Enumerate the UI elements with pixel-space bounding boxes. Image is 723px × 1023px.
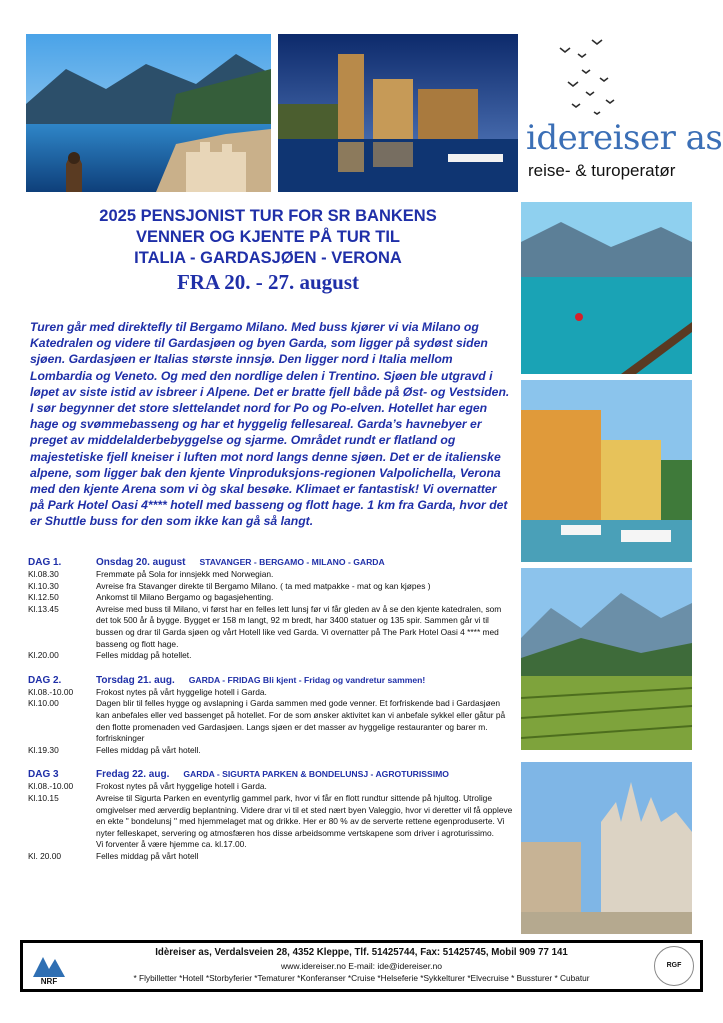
schedule-time: Kl.12.50 [28,592,59,603]
schedule-text: Ankomst til Milano Bergamo og bagasjehenting. [96,592,274,603]
schedule-time: Kl.08.30 [28,569,59,579]
schedule-row [28,650,513,662]
day-date: Torsdag 21. aug. [96,674,175,686]
rgf-badge: RGF [654,946,694,986]
footer-company: Idèreiser as, Verdalsveien 28, 4352 Kleppe, Tlf. 51425744, Fax: 51425745, Mobil 909 77 141 [155,947,568,958]
day-heading [28,674,513,687]
schedule-text: Frokost nytes på vårt hyggelige hotell i Garda. [96,686,267,697]
schedule-row [28,793,513,839]
day-heading [28,556,513,569]
itinerary [28,556,513,862]
schedule-row [28,569,513,581]
company-logo [520,30,723,190]
day-label: DAG 3 [28,769,59,781]
vineyard-photo [521,568,692,750]
schedule-text: Felles middag på vårt hotell. [96,744,201,755]
schedule-time: Kl.08.-10.00 [28,686,74,697]
schedule-time: Kl.08.-10.00 [28,781,74,792]
title-line-3: ITALIA - GARDASJØEN - VERONA [134,249,402,267]
day-label: DAG 2. [28,674,62,686]
schedule-time [28,839,96,851]
schedule-text: Vi forventer å være hjemme ca. kl.17.00. [96,839,247,850]
footer-box [20,940,703,992]
day-heading [28,768,513,781]
schedule-row [28,581,513,593]
day-date: Fredag 22. aug. [96,769,170,781]
schedule-row [28,604,513,650]
day-route: GARDA - FRIDAG Bli kjent - Fridag og vandretur sammen! [188,674,426,685]
day-route: GARDA - SIGURTA PARKEN & BONDELUNSJ - AGROTURISSIMO [183,769,449,780]
flying-birds-icon [520,30,720,120]
day-label: DAG 1. [28,557,62,568]
schedule-row [28,687,513,699]
day-date: Onsdag 20. august [96,557,186,568]
schedule-text: Frokost nytes på vårt hyggelige hotell i Garda. [96,781,267,792]
schedule-text: Avreise med buss til Milano, vi først har en felles lett lunsj før vi får gleden av å se den kjente katedralen, som det tok 500 år å bygge. Bygget er 158 m langt, 92 m bredt, har 3400 statuer og 135 spir. Sammen går vi til bussen og drar til Garda sjøen og vårt Hotell like ved Garda. Vi overnatter på The Park Hotel Oasi 4 **** med basseng og flott hage. [96,603,502,649]
footer-contact[interactable]: www.idereiser.no E-mail: ide@idereiser.no [280,961,443,971]
schedule-row [28,592,513,604]
schedule-text: Avreise fra Stavanger direkte til Bergamo Milano. ( ta med matpakke - mat og kan kjøpes ) [96,580,431,591]
schedule-text: Felles middag på vårt hotell [96,850,199,861]
schedule-row [28,698,513,744]
harbor-town-photo [521,380,692,562]
lake-pier-photo [521,202,692,374]
title-line-1: 2025 PENSJONIST TUR FOR SR BANKENS [99,207,437,225]
schedule-time: Kl.10.30 [28,580,59,591]
schedule-text: Felles middag på hotellet. [96,650,192,661]
schedule-row [28,839,513,851]
schedule-time: Kl.19.30 [28,744,59,755]
title-line-2: VENNER OG KJENTE PÅ TUR TIL [135,228,401,246]
schedule-text: Avreise til Sigurta Parken en eventyrlig gammel park, hvor vi får en flott rundtur sittende på hjultog. Utrolige omgivelser med ærverdig beplantning. Videre drar vi til et sted nært byen Valeggio, hvor vi deretter vil få oppleve en ekte " bondelunsj " med hjemmelaget mat og drikke. Her er 80 % av de serverte rettene egenproduserte. Vi nyter felleskapet, servering og atmosfæren hos disse arbeidsomme vertskapene som driver i agroturissimo. [96,792,513,838]
schedule-time: Kl.10.15 [28,792,59,803]
schedule-time: Kl. 20.00 [28,850,62,861]
milan-cathedral-photo [521,762,692,934]
trip-dates: FRA 20. - 27. august [176,270,360,294]
schedule-time: Kl.10.00 [28,698,59,709]
brand-name: idereiser as [526,118,723,158]
schedule-row [28,745,513,757]
schedule-time: Kl.20.00 [28,650,59,661]
day-route: STAVANGER - BERGAMO - MILANO - GARDA [199,557,385,567]
page-title [28,206,508,295]
lake-garda-town-photo [26,34,271,192]
nrf-badge-text: NRF [40,977,58,986]
schedule-row [28,781,513,793]
intro-paragraph: Turen går med direktefly til Bergamo Milano. Med buss kjører vi via Milano og Katedralen og videre til Gardasjøen og byen Garda, som ligger på sydøst siden sjøen. Gardasjøen er Italias største innsjø. Den ligger nord i Italia mellom Lombardia og Veneto. Og med den nordlige delen i Trentino. Sjøen ble utgravd i løpet av siste istid av isbreer i Alpene. Det er bratte fjell både på Øst- og Vestsiden. I sør begynner det store slettelandet nord for Po og Po-elven. Hotellet har egen hage og svømmebasseng og har et hyggelig fellesareal. Garda’s havnebyer er preget av middelalderbebyggelse og sjarme. Området rundt er flatland og majestetiske fjell kneiser i luften mot nord langs denne sjøen. Det er de italienske alpene, som ligger bak den kjente Vinproduksjons-regionen Valpolichella, Verona med den kjente Arena som vi òg skal besøke. Klimaet er fantastisk! Vi overnatter på Park Hotel Oasi 4**** hotell med basseng og flott hage. 1 km fra Garda, hvor det er Shuttle buss for den som ikke kan gå så langt. [30,320,510,529]
footer-services: * Flybilletter *Hotell *Storbyferier *Tematurer *Konferanser *Cruise *Helseferie *Sykkelturer *Elvecruise * Bussturer * Cubatur [133,973,590,983]
schedule-text: Dagen blir til felles hygge og avslapning i Garda sammen med gode venner. Et forfriskende bad i Gardasjøen kan anbefales eller ved bassenget på hotellet. For de som ønsker aktivitet kan vi anbefale sykkel eller gåtur på den flotte promenaden ved Gardasjøen. Langs sjøen er det masser av hyggelige restauranter og barer m. forfriskninger [96,698,506,744]
schedule-row [28,851,513,863]
brand-tagline: reise- & turoperatør [528,161,676,180]
schedule-text: Fremmøte på Sola for innsjekk med Norwegian. [96,569,274,579]
schedule-time: Kl.13.45 [28,603,59,614]
sirmione-castle-photo [278,34,518,192]
